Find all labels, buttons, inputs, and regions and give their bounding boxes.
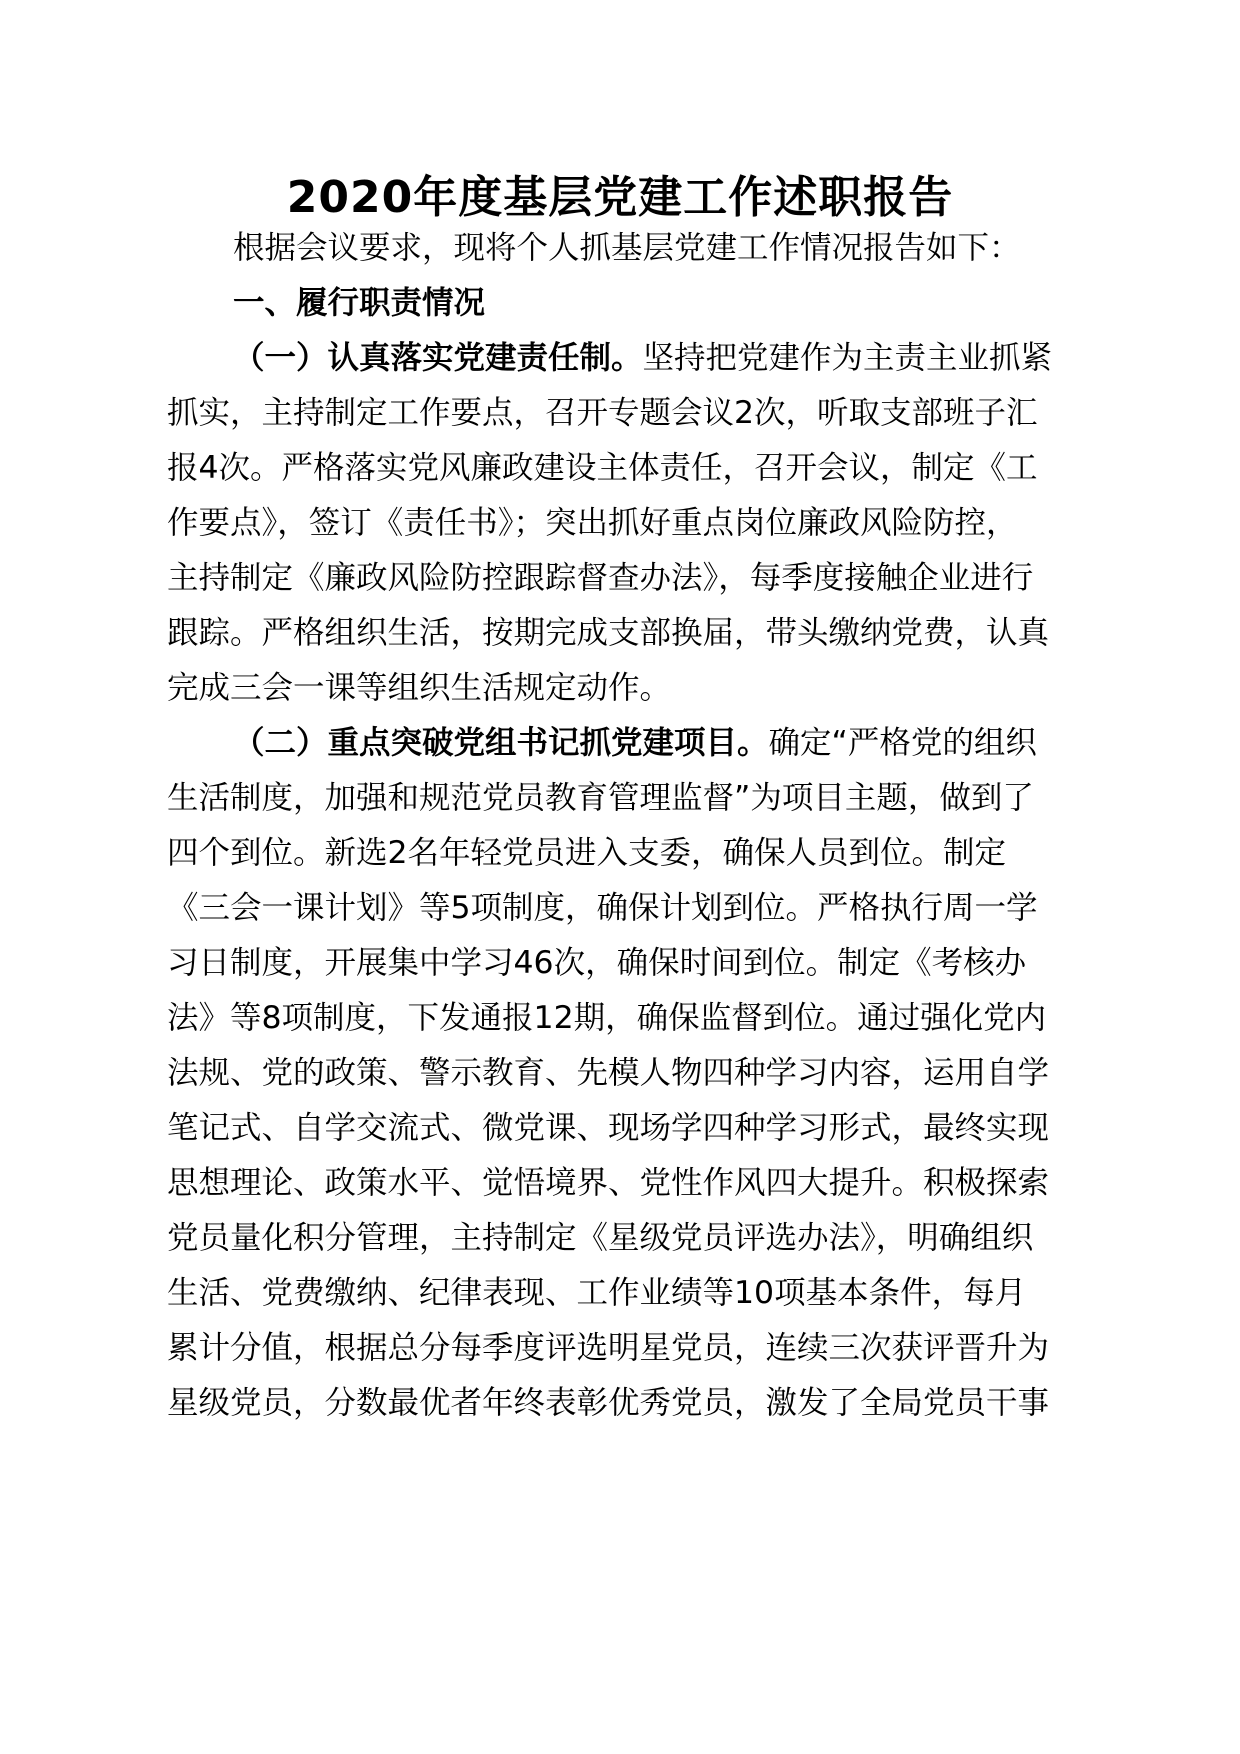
document-title: 2020年度基层党建工作述职报告 xyxy=(286,172,954,223)
paragraph-2-line: 《三会一课计划》等5项制度，确保计划到位。严格执行周一学 xyxy=(167,890,1038,926)
paragraph-2-line: 思想理论、政策水平、觉悟境界、党性作风四大提升。积极探索 xyxy=(167,1165,1050,1201)
paragraph-1-text: 坚持把党建作为主责主业抓紧 xyxy=(642,340,1053,376)
paragraph-2-line: 法规、党的政策、警示教育、先模人物四种学习内容，运用自学 xyxy=(167,1055,1050,1091)
paragraph-1-lead: （一）认真落实党建责任制。 xyxy=(233,340,643,376)
paragraph-2-text: 确定“严格党的组织 xyxy=(768,725,1037,761)
paragraph-2-line: 累计分值，根据总分每季度评选明星党员，连续三次获评晋升为 xyxy=(167,1330,1050,1366)
paragraph-1-line: 抓实，主持制定工作要点，召开专题会议2次，听取支部班子汇 xyxy=(167,395,1038,431)
intro-paragraph: 根据会议要求，现将个人抓基层党建工作情况报告如下： xyxy=(233,230,1021,266)
paragraph-1-line: 主持制定《廉政风险防控跟踪督查办法》，每季度接触企业进行 xyxy=(167,560,1034,596)
paragraph-1-line: 跟踪。严格组织生活，按期完成支部换届，带头缴纳党费，认真 xyxy=(167,615,1050,651)
paragraph-2-line: 四个到位。新选2名年轻党员进入支委，确保人员到位。制定 xyxy=(167,835,1007,871)
paragraph-2-line: 习日制度，开展集中学习46次，确保时间到位。制定《考核办 xyxy=(167,945,1027,981)
paragraph-2-line: 生活制度，加强和规范党员教育管理监督”为项目主题，做到了 xyxy=(167,780,1034,816)
paragraph-1-first-line xyxy=(233,336,1153,380)
paragraph-2-line: 笔记式、自学交流式、微党课、现场学四种学习形式，最终实现 xyxy=(167,1110,1050,1146)
section-heading: 一、履行职责情况 xyxy=(233,285,486,321)
paragraph-2-line: 法》等8项制度，下发通报12期，确保监督到位。通过强化党内 xyxy=(167,1000,1047,1036)
paragraph-2-line: 党员量化积分管理，主持制定《星级党员评选办法》，明确组织 xyxy=(167,1220,1034,1256)
paragraph-2-first-line xyxy=(233,721,1153,765)
paragraph-1-line: 作要点》，签订《责任书》；突出抓好重点岗位廉政风险防控， xyxy=(167,505,1018,541)
paragraph-2-line: 星级党员，分数最优者年终表彰优秀党员，激发了全局党员干事 xyxy=(167,1385,1050,1421)
paragraph-2-lead: （二）重点突破党组书记抓党建项目。 xyxy=(233,725,769,761)
paragraph-1-line: 报4次。严格落实党风廉政建设主体责任，召开会议，制定《工 xyxy=(167,450,1038,486)
paragraph-2-line: 生活、党费缴纳、纪律表现、工作业绩等10项基本条件，每月 xyxy=(167,1275,1027,1311)
paragraph-1-line: 完成三会一课等组织生活规定动作。 xyxy=(167,670,672,706)
